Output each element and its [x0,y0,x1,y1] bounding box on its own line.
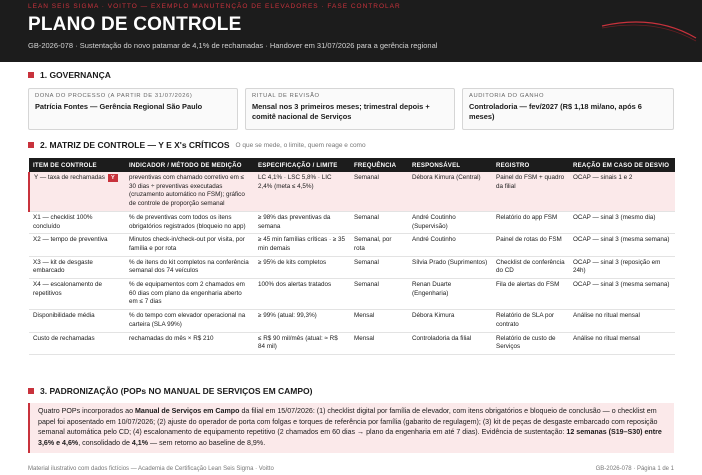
cell-indicador: % de equipamentos com 2 chamados em 60 dias com plano da engenharia aberto em ≤ 7 dias [125,279,254,310]
cell-item: X4 — escalonamento de repetitivos [29,279,125,310]
footer-disclaimer: Material ilustrativo com dados fictícios — Academia de Certificação Lean Seis Sigma · Voitto [28,466,274,472]
summary-text: da filial em 15/07/2026: (1) checklist digital por família de elevador, com itens obrigatórios e bloqueio de conclusão — o checklist em papel foi aposentado em 10/07/2026; (2) ajuste do operador de porta com folgas e torques de referência por família (gabarito de regulagem); (3) kit de peças de desgaste embarcado com reposição semanal automática pelo CD; (4) escalonamento de equipamento repetitivo (2 chamados em 60 dias → plano da engenharia em até 7 dias). Evidência de sustentação: [38,407,658,437]
cell-registro: Fila de alertas do FSM [492,279,569,310]
cell-item: X2 — tempo de preventiva [29,234,125,256]
cell-limite: LC 4,1% · LSC 5,8% · LIC 2,4% (meta ≤ 4,5%) [254,172,350,211]
table-row [29,279,675,310]
summary-emphasis: 4,1% [131,438,149,447]
footer-page-number: GB-2026-078 · Página 1 de 1 [595,466,674,472]
cell-limite: ≥ 45 min famílias críticas · ≥ 35 min demais [254,234,350,256]
cell-frequencia: Semanal [350,279,408,310]
table-row [29,234,675,256]
item-label: Y — taxa de rechamadas [34,174,105,181]
section-title: 3. PADRONIZAÇÃO (POPs NO MANUAL DE SERVIÇOS EM CAMPO) [40,386,313,396]
section-title: 2. MATRIZ DE CONTROLE — Y E X's CRÍTICOS [40,140,230,150]
padronizacao-summary [28,403,674,453]
cell-item [29,172,125,211]
section-subtitle: O que se mede, o limite, quem reage e como [235,141,366,149]
cell-reacao: OCAP — sinal 3 (mesma semana) [569,234,675,256]
cell-indicador: rechamadas do mês × R$ 210 [125,332,254,354]
trend-curve-icon [600,4,700,44]
cell-reacao: OCAP — sinais 1 e 2 [569,172,675,211]
cell-responsavel: Débora Kimura [408,310,492,332]
column-header: RESPONSÁVEL [408,158,492,172]
cell-responsavel: Controladoria da filial [408,332,492,354]
column-header: FREQUÊNCIA [350,158,408,172]
cell-reacao: OCAP — sinal 3 (mesma semana) [569,279,675,310]
card-value: Controladoria — fev/2027 (R$ 1,18 mi/ano, após 6 meses) [469,102,642,121]
card-ritual-de-revisao [245,88,455,130]
table-row [29,310,675,332]
cell-registro: Painel do FSM + quadro da filial [492,172,569,211]
cell-limite: ≥ 98% das preventivas da semana [254,211,350,233]
cell-frequencia: Semanal [350,211,408,233]
cell-reacao: OCAP — sinal 3 (mesmo dia) [569,211,675,233]
table-row [29,172,675,211]
cell-indicador: % do tempo com elevador operacional na carteira (SLA 99%) [125,310,254,332]
section-marker-icon [28,388,34,394]
column-header: ITEM DE CONTROLE [29,158,125,172]
cell-limite: ≥ 99% (atual: 99,3%) [254,310,350,332]
summary-emphasis: 12 semanas (S19–S30) entre 3,6% e 4,6% [38,428,662,447]
page-header [0,0,702,62]
section-padronizacao-heading [28,386,313,396]
cell-responsavel: André Coutinho [408,234,492,256]
cell-item: Disponibilidade média [29,310,125,332]
cell-item: Custo de rechamadas [29,332,125,354]
cell-frequencia: Mensal [350,332,408,354]
cell-item: X1 — checklist 100% concluído [29,211,125,233]
cell-limite: ≥ 95% de kits completos [254,256,350,278]
cell-reacao: Análise no ritual mensal [569,310,675,332]
cell-responsavel: André Coutinho (Supervisão) [408,211,492,233]
summary-text: — sem retorno ao baseline de 8,9%. [148,438,266,447]
card-label: DONA DO PROCESSO (A PARTIR DE 31/07/2026) [35,93,193,99]
table-header-row [29,158,675,172]
cell-registro: Relatório de SLA por contrato [492,310,569,332]
cell-frequencia: Semanal [350,256,408,278]
summary-text: , consolidado de [78,438,132,447]
y-badge: Y [108,174,118,182]
cell-responsavel: Débora Kimura (Central) [408,172,492,211]
column-header: REGISTRO [492,158,569,172]
card-dona-do-processo [28,88,238,130]
summary-emphasis: Manual de Serviços em Campo [135,407,240,415]
card-auditoria-do-ganho [462,88,674,130]
cell-frequencia: Semanal, por rota [350,234,408,256]
cell-limite: 100% dos alertas tratados [254,279,350,310]
summary-text: Quatro POPs incorporados ao [38,407,135,415]
card-label: RITUAL DE REVISÃO [252,93,320,99]
cell-frequencia: Semanal [350,172,408,211]
table-row [29,211,675,233]
page-subtitle: GB-2026-078 · Sustentação do novo patamar de 4,1% de rechamadas · Handover em 31/07/2026 para a gerência regional [28,41,438,50]
cell-indicador: % de preventivas com todos os itens obrigatórios registrados (bloqueio no app) [125,211,254,233]
cell-indicador: Minutos check-in/check-out por visita, por família e por rota [125,234,254,256]
card-value: Mensal nos 3 primeiros meses; trimestral depois + comitê nacional de Serviços [252,102,430,121]
table-row [29,256,675,278]
cell-responsavel: Sílvia Prado (Suprimentos) [408,256,492,278]
section-matriz-heading [28,140,366,150]
column-header: REAÇÃO EM CASO DE DESVIO [569,158,675,172]
cell-registro: Relatório do app FSM [492,211,569,233]
cell-frequencia: Mensal [350,310,408,332]
section-title: 1. GOVERNANÇA [40,70,111,80]
cell-limite: ≤ R$ 90 mil/mês (atual: ≈ R$ 84 mil) [254,332,350,354]
cell-indicador: preventivas com chamado corretivo em ≤ 30 dias ÷ preventivas executadas (cruzamento automático no FSM); gráfico de controle de proporção semanal [125,172,254,211]
cell-item: X3 — kit de desgaste embarcado [29,256,125,278]
cell-registro: Painel de rotas do FSM [492,234,569,256]
cell-responsavel: Renan Duarte (Engenharia) [408,279,492,310]
cell-registro: Checklist de conferência do CD [492,256,569,278]
cell-reacao: Análise no ritual mensal [569,332,675,354]
section-marker-icon [28,142,34,148]
card-value: Patrícia Fontes — Gerência Regional São Paulo [35,102,203,111]
section-marker-icon [28,72,34,78]
cell-reacao: OCAP — sinal 3 (reposição em 24h) [569,256,675,278]
column-header: INDICADOR / MÉTODO DE MEDIÇÃO [125,158,254,172]
table-row [29,332,675,354]
card-label: AUDITORIA DO GANHO [469,93,545,99]
column-header: ESPECIFICAÇÃO / LIMITE [254,158,350,172]
control-matrix-table [28,158,675,355]
section-governanca-heading [28,70,111,80]
page-title: PLANO DE CONTROLE [28,14,242,35]
cell-indicador: % de itens do kit completos na conferência semanal dos 74 veículos [125,256,254,278]
cell-registro: Relatório de custo de Serviços [492,332,569,354]
header-kicker: LEAN SEIS SIGMA · VOITTO — EXEMPLO MANUTENÇÃO DE ELEVADORES · FASE CONTROLAR [28,3,401,10]
